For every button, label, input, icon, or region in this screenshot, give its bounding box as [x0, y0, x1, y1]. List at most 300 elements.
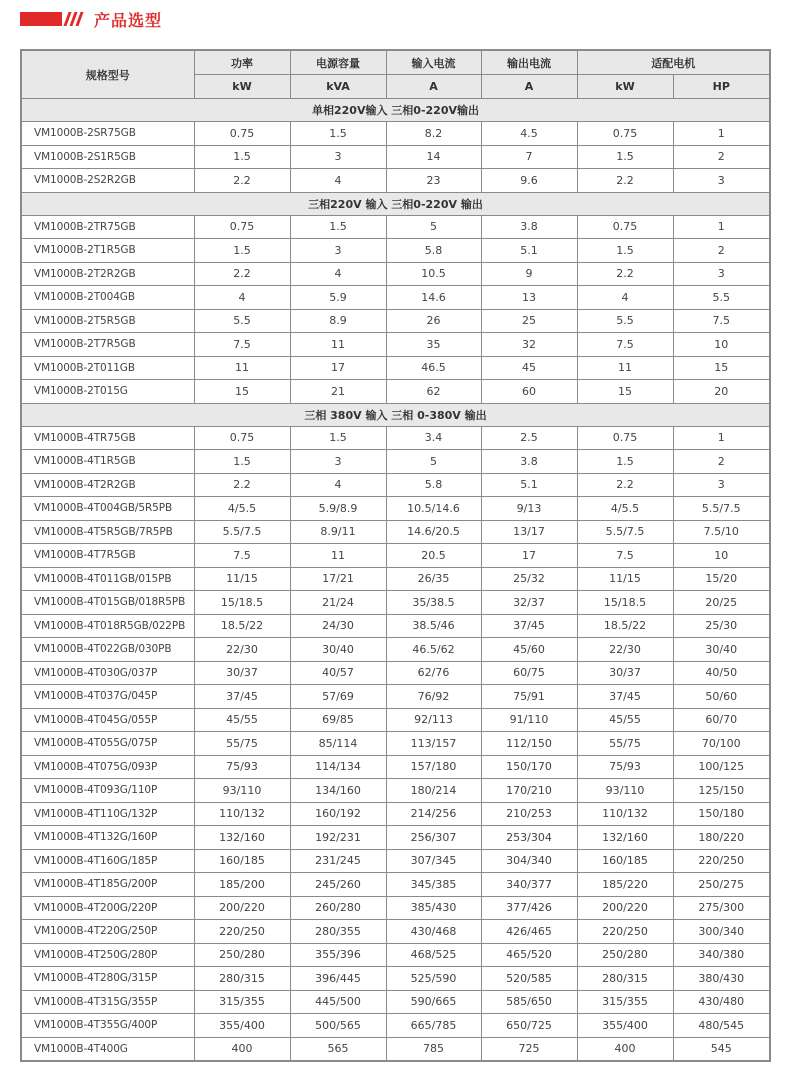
cell-motor-kw: 160/185 [577, 849, 673, 873]
cell-model: VM1000B-4T280G/315P [21, 967, 194, 991]
table-row [21, 638, 770, 662]
header-output-current-unit: A [481, 75, 577, 99]
cell-model: VM1000B-4T2R2GB [21, 473, 194, 497]
section-title-bar [20, 8, 162, 30]
cell-model: VM1000B-4T055G/075P [21, 732, 194, 756]
cell-power-kw: 15/18.5 [194, 591, 290, 615]
table-row [21, 333, 770, 357]
cell-output-current-a: 3.8 [481, 450, 577, 474]
cell-model: VM1000B-2T5R5GB [21, 309, 194, 333]
header-motor-kw-unit: kW [577, 75, 673, 99]
cell-power-kw: 37/45 [194, 685, 290, 709]
cell-power-kw: 7.5 [194, 544, 290, 568]
cell-output-current-a: 37/45 [481, 614, 577, 638]
cell-input-current-a: 26 [386, 309, 481, 333]
section-title: 三相 380V 输入 三相 0-380V 输出 [21, 403, 770, 426]
cell-output-current-a: 45/60 [481, 638, 577, 662]
cell-motor-hp: 15 [673, 356, 770, 380]
cell-model: VM1000B-4T250G/280P [21, 943, 194, 967]
cell-capacity-kva: 85/114 [290, 732, 386, 756]
cell-motor-kw: 110/132 [577, 802, 673, 826]
cell-model: VM1000B-4T022GB/030PB [21, 638, 194, 662]
cell-motor-hp: 545 [673, 1037, 770, 1061]
cell-motor-hp: 275/300 [673, 896, 770, 920]
cell-model: VM1000B-4T037G/045P [21, 685, 194, 709]
cell-capacity-kva: 160/192 [290, 802, 386, 826]
cell-model: VM1000B-2T004GB [21, 286, 194, 310]
cell-capacity-kva: 192/231 [290, 826, 386, 850]
cell-model: VM1000B-4T015GB/018R5PB [21, 591, 194, 615]
cell-power-kw: 93/110 [194, 779, 290, 803]
cell-output-current-a: 91/110 [481, 708, 577, 732]
cell-motor-hp: 20/25 [673, 591, 770, 615]
cell-motor-hp: 1 [673, 122, 770, 146]
cell-capacity-kva: 4 [290, 473, 386, 497]
cell-power-kw: 315/355 [194, 990, 290, 1014]
cell-capacity-kva: 11 [290, 333, 386, 357]
cell-capacity-kva: 17 [290, 356, 386, 380]
cell-power-kw: 7.5 [194, 333, 290, 357]
cell-model: VM1000B-4T045G/055P [21, 708, 194, 732]
cell-motor-kw: 75/93 [577, 755, 673, 779]
table-row [21, 356, 770, 380]
cell-power-kw: 15 [194, 380, 290, 404]
cell-model: VM1000B-2S2R2GB [21, 169, 194, 193]
cell-motor-kw: 250/280 [577, 943, 673, 967]
table-row [21, 426, 770, 450]
table-row [21, 943, 770, 967]
cell-motor-hp: 380/430 [673, 967, 770, 991]
cell-motor-kw: 355/400 [577, 1014, 673, 1038]
cell-motor-hp: 180/220 [673, 826, 770, 850]
cell-input-current-a: 10.5/14.6 [386, 497, 481, 521]
cell-input-current-a: 62 [386, 380, 481, 404]
cell-motor-kw: 1.5 [577, 239, 673, 263]
cell-input-current-a: 38.5/46 [386, 614, 481, 638]
cell-input-current-a: 20.5 [386, 544, 481, 568]
cell-model: VM1000B-2SR75GB [21, 122, 194, 146]
cell-output-current-a: 75/91 [481, 685, 577, 709]
cell-motor-kw: 1.5 [577, 450, 673, 474]
cell-capacity-kva: 134/160 [290, 779, 386, 803]
table-row [21, 286, 770, 310]
table-row [21, 967, 770, 991]
cell-output-current-a: 585/650 [481, 990, 577, 1014]
cell-output-current-a: 150/170 [481, 755, 577, 779]
cell-capacity-kva: 5.9 [290, 286, 386, 310]
cell-input-current-a: 35 [386, 333, 481, 357]
cell-input-current-a: 385/430 [386, 896, 481, 920]
cell-output-current-a: 520/585 [481, 967, 577, 991]
cell-capacity-kva: 500/565 [290, 1014, 386, 1038]
title-slashes-icon [66, 12, 86, 26]
cell-motor-hp: 25/30 [673, 614, 770, 638]
cell-input-current-a: 430/468 [386, 920, 481, 944]
cell-motor-hp: 2 [673, 145, 770, 169]
cell-output-current-a: 170/210 [481, 779, 577, 803]
cell-output-current-a: 426/465 [481, 920, 577, 944]
cell-motor-kw: 2.2 [577, 262, 673, 286]
cell-model: VM1000B-4T5R5GB/7R5PB [21, 520, 194, 544]
cell-capacity-kva: 21 [290, 380, 386, 404]
cell-motor-kw: 2.2 [577, 473, 673, 497]
cell-motor-hp: 100/125 [673, 755, 770, 779]
cell-output-current-a: 32 [481, 333, 577, 357]
cell-motor-kw: 45/55 [577, 708, 673, 732]
cell-model: VM1000B-2T015G [21, 380, 194, 404]
cell-capacity-kva: 4 [290, 262, 386, 286]
cell-capacity-kva: 40/57 [290, 661, 386, 685]
cell-motor-hp: 3 [673, 262, 770, 286]
table-row [21, 849, 770, 873]
cell-model: VM1000B-2T7R5GB [21, 333, 194, 357]
cell-input-current-a: 5 [386, 450, 481, 474]
table-row [21, 497, 770, 521]
cell-power-kw: 400 [194, 1037, 290, 1061]
table-row [21, 122, 770, 146]
cell-model: VM1000B-4T185G/200P [21, 873, 194, 897]
cell-motor-kw: 30/37 [577, 661, 673, 685]
cell-motor-kw: 132/160 [577, 826, 673, 850]
cell-output-current-a: 377/426 [481, 896, 577, 920]
cell-output-current-a: 465/520 [481, 943, 577, 967]
header-motor-hp-unit: HP [673, 75, 770, 99]
table-row [21, 755, 770, 779]
cell-input-current-a: 14.6 [386, 286, 481, 310]
cell-motor-hp: 3 [673, 473, 770, 497]
cell-capacity-kva: 245/260 [290, 873, 386, 897]
cell-model: VM1000B-4T018R5GB/022PB [21, 614, 194, 638]
cell-power-kw: 220/250 [194, 920, 290, 944]
cell-motor-kw: 4 [577, 286, 673, 310]
cell-motor-hp: 3 [673, 169, 770, 193]
cell-model: VM1000B-4T132G/160P [21, 826, 194, 850]
cell-capacity-kva: 445/500 [290, 990, 386, 1014]
cell-input-current-a: 14 [386, 145, 481, 169]
cell-capacity-kva: 1.5 [290, 215, 386, 239]
title-accent-bar-icon [20, 12, 62, 26]
cell-output-current-a: 60 [481, 380, 577, 404]
cell-motor-hp: 220/250 [673, 849, 770, 873]
cell-output-current-a: 9.6 [481, 169, 577, 193]
cell-power-kw: 0.75 [194, 426, 290, 450]
cell-input-current-a: 113/157 [386, 732, 481, 756]
cell-power-kw: 0.75 [194, 215, 290, 239]
table-row [21, 1014, 770, 1038]
cell-model: VM1000B-4T160G/185P [21, 849, 194, 873]
cell-input-current-a: 157/180 [386, 755, 481, 779]
cell-input-current-a: 76/92 [386, 685, 481, 709]
cell-output-current-a: 17 [481, 544, 577, 568]
table-row [21, 802, 770, 826]
header-capacity-unit: kVA [290, 75, 386, 99]
table-row [21, 380, 770, 404]
cell-output-current-a: 7 [481, 145, 577, 169]
cell-output-current-a: 9/13 [481, 497, 577, 521]
cell-motor-kw: 15 [577, 380, 673, 404]
cell-motor-hp: 40/50 [673, 661, 770, 685]
table-row [21, 520, 770, 544]
table-row [21, 309, 770, 333]
cell-input-current-a: 590/665 [386, 990, 481, 1014]
cell-output-current-a: 13/17 [481, 520, 577, 544]
cell-capacity-kva: 17/21 [290, 567, 386, 591]
cell-power-kw: 55/75 [194, 732, 290, 756]
cell-capacity-kva: 565 [290, 1037, 386, 1061]
header-power-unit: kW [194, 75, 290, 99]
cell-output-current-a: 725 [481, 1037, 577, 1061]
table-row [21, 169, 770, 193]
cell-motor-kw: 220/250 [577, 920, 673, 944]
cell-capacity-kva: 24/30 [290, 614, 386, 638]
cell-power-kw: 22/30 [194, 638, 290, 662]
cell-motor-hp: 7.5/10 [673, 520, 770, 544]
cell-model: VM1000B-2TR75GB [21, 215, 194, 239]
cell-power-kw: 11/15 [194, 567, 290, 591]
cell-input-current-a: 14.6/20.5 [386, 520, 481, 544]
table-row [21, 262, 770, 286]
cell-motor-kw: 11/15 [577, 567, 673, 591]
cell-model: VM1000B-4T220G/250P [21, 920, 194, 944]
section-row [21, 192, 770, 215]
cell-output-current-a: 650/725 [481, 1014, 577, 1038]
cell-motor-kw: 5.5 [577, 309, 673, 333]
cell-model: VM1000B-2S1R5GB [21, 145, 194, 169]
table-row [21, 1037, 770, 1061]
table-row [21, 145, 770, 169]
cell-capacity-kva: 30/40 [290, 638, 386, 662]
cell-output-current-a: 5.1 [481, 239, 577, 263]
header-input-current-unit: A [386, 75, 481, 99]
cell-motor-hp: 60/70 [673, 708, 770, 732]
header-input-current: 输入电流 [386, 50, 481, 75]
header-capacity: 电源容量 [290, 50, 386, 75]
table-row [21, 450, 770, 474]
cell-model: VM1000B-4T200G/220P [21, 896, 194, 920]
cell-power-kw: 2.2 [194, 169, 290, 193]
cell-input-current-a: 46.5/62 [386, 638, 481, 662]
cell-motor-hp: 340/380 [673, 943, 770, 967]
cell-capacity-kva: 1.5 [290, 122, 386, 146]
cell-model: VM1000B-4T075G/093P [21, 755, 194, 779]
cell-motor-kw: 55/75 [577, 732, 673, 756]
cell-model: VM1000B-4T093G/110P [21, 779, 194, 803]
cell-output-current-a: 5.1 [481, 473, 577, 497]
table-row [21, 215, 770, 239]
cell-power-kw: 355/400 [194, 1014, 290, 1038]
cell-motor-kw: 7.5 [577, 544, 673, 568]
cell-motor-kw: 200/220 [577, 896, 673, 920]
cell-motor-kw: 5.5/7.5 [577, 520, 673, 544]
cell-input-current-a: 345/385 [386, 873, 481, 897]
cell-motor-kw: 2.2 [577, 169, 673, 193]
cell-motor-hp: 15/20 [673, 567, 770, 591]
cell-power-kw: 185/200 [194, 873, 290, 897]
cell-capacity-kva: 5.9/8.9 [290, 497, 386, 521]
cell-capacity-kva: 8.9/11 [290, 520, 386, 544]
cell-power-kw: 18.5/22 [194, 614, 290, 638]
cell-model: VM1000B-4T004GB/5R5PB [21, 497, 194, 521]
cell-output-current-a: 9 [481, 262, 577, 286]
cell-motor-hp: 430/480 [673, 990, 770, 1014]
cell-output-current-a: 2.5 [481, 426, 577, 450]
cell-model: VM1000B-4T315G/355P [21, 990, 194, 1014]
cell-input-current-a: 8.2 [386, 122, 481, 146]
cell-motor-hp: 2 [673, 239, 770, 263]
cell-motor-kw: 185/220 [577, 873, 673, 897]
table-row [21, 826, 770, 850]
table-row [21, 239, 770, 263]
cell-power-kw: 11 [194, 356, 290, 380]
cell-model: VM1000B-4T1R5GB [21, 450, 194, 474]
cell-power-kw: 5.5 [194, 309, 290, 333]
cell-capacity-kva: 57/69 [290, 685, 386, 709]
cell-model: VM1000B-4T400G [21, 1037, 194, 1061]
cell-power-kw: 1.5 [194, 145, 290, 169]
cell-output-current-a: 60/75 [481, 661, 577, 685]
cell-capacity-kva: 114/134 [290, 755, 386, 779]
cell-power-kw: 2.2 [194, 262, 290, 286]
table-row [21, 732, 770, 756]
cell-motor-hp: 5.5/7.5 [673, 497, 770, 521]
section-title: 三相220V 输入 三相0-220V 输出 [21, 192, 770, 215]
cell-model: VM1000B-4T7R5GB [21, 544, 194, 568]
cell-motor-hp: 1 [673, 215, 770, 239]
cell-motor-kw: 1.5 [577, 145, 673, 169]
table-row [21, 567, 770, 591]
cell-model: VM1000B-4T355G/400P [21, 1014, 194, 1038]
table-row [21, 544, 770, 568]
cell-power-kw: 1.5 [194, 239, 290, 263]
section-title: 单相220V输入 三相0-220V输出 [21, 99, 770, 122]
cell-motor-kw: 315/355 [577, 990, 673, 1014]
cell-motor-kw: 22/30 [577, 638, 673, 662]
cell-input-current-a: 5.8 [386, 239, 481, 263]
header-motor: 适配电机 [577, 50, 770, 75]
cell-motor-hp: 10 [673, 333, 770, 357]
cell-capacity-kva: 3 [290, 450, 386, 474]
cell-motor-kw: 7.5 [577, 333, 673, 357]
cell-input-current-a: 525/590 [386, 967, 481, 991]
header-model: 规格型号 [21, 50, 194, 99]
cell-output-current-a: 253/304 [481, 826, 577, 850]
cell-motor-kw: 0.75 [577, 215, 673, 239]
cell-power-kw: 1.5 [194, 450, 290, 474]
cell-output-current-a: 45 [481, 356, 577, 380]
cell-motor-kw: 0.75 [577, 122, 673, 146]
cell-input-current-a: 35/38.5 [386, 591, 481, 615]
cell-motor-hp: 300/340 [673, 920, 770, 944]
page-title: 产品选型 [94, 10, 163, 30]
cell-output-current-a: 25 [481, 309, 577, 333]
cell-capacity-kva: 1.5 [290, 426, 386, 450]
cell-input-current-a: 785 [386, 1037, 481, 1061]
cell-output-current-a: 32/37 [481, 591, 577, 615]
cell-power-kw: 2.2 [194, 473, 290, 497]
table-row [21, 990, 770, 1014]
cell-capacity-kva: 3 [290, 239, 386, 263]
table-row [21, 685, 770, 709]
cell-output-current-a: 4.5 [481, 122, 577, 146]
table-row [21, 614, 770, 638]
cell-model: VM1000B-4T011GB/015PB [21, 567, 194, 591]
cell-output-current-a: 340/377 [481, 873, 577, 897]
cell-capacity-kva: 355/396 [290, 943, 386, 967]
cell-power-kw: 4 [194, 286, 290, 310]
cell-model: VM1000B-2T011GB [21, 356, 194, 380]
cell-motor-hp: 150/180 [673, 802, 770, 826]
section-row [21, 99, 770, 122]
cell-motor-hp: 1 [673, 426, 770, 450]
cell-capacity-kva: 396/445 [290, 967, 386, 991]
cell-motor-hp: 2 [673, 450, 770, 474]
cell-input-current-a: 468/525 [386, 943, 481, 967]
cell-motor-kw: 11 [577, 356, 673, 380]
cell-input-current-a: 10.5 [386, 262, 481, 286]
cell-motor-kw: 280/315 [577, 967, 673, 991]
cell-model: VM1000B-2T1R5GB [21, 239, 194, 263]
cell-power-kw: 4/5.5 [194, 497, 290, 521]
cell-capacity-kva: 4 [290, 169, 386, 193]
cell-motor-hp: 50/60 [673, 685, 770, 709]
cell-power-kw: 200/220 [194, 896, 290, 920]
cell-output-current-a: 304/340 [481, 849, 577, 873]
cell-capacity-kva: 21/24 [290, 591, 386, 615]
cell-motor-hp: 5.5 [673, 286, 770, 310]
cell-capacity-kva: 231/245 [290, 849, 386, 873]
cell-motor-kw: 37/45 [577, 685, 673, 709]
cell-power-kw: 160/185 [194, 849, 290, 873]
cell-motor-hp: 30/40 [673, 638, 770, 662]
cell-capacity-kva: 3 [290, 145, 386, 169]
cell-power-kw: 75/93 [194, 755, 290, 779]
cell-output-current-a: 3.8 [481, 215, 577, 239]
table-row [21, 896, 770, 920]
cell-capacity-kva: 8.9 [290, 309, 386, 333]
cell-capacity-kva: 11 [290, 544, 386, 568]
table-row [21, 873, 770, 897]
table-body [21, 99, 770, 1062]
table-row [21, 920, 770, 944]
product-selection-table [20, 49, 771, 1062]
cell-power-kw: 0.75 [194, 122, 290, 146]
cell-output-current-a: 210/253 [481, 802, 577, 826]
header-output-current: 输出电流 [481, 50, 577, 75]
cell-motor-kw: 15/18.5 [577, 591, 673, 615]
cell-model: VM1000B-4TR75GB [21, 426, 194, 450]
cell-model: VM1000B-4T110G/132P [21, 802, 194, 826]
cell-input-current-a: 46.5 [386, 356, 481, 380]
section-row [21, 403, 770, 426]
cell-model: VM1000B-4T030G/037P [21, 661, 194, 685]
cell-input-current-a: 92/113 [386, 708, 481, 732]
cell-power-kw: 250/280 [194, 943, 290, 967]
cell-power-kw: 45/55 [194, 708, 290, 732]
cell-input-current-a: 5 [386, 215, 481, 239]
cell-input-current-a: 665/785 [386, 1014, 481, 1038]
cell-motor-hp: 125/150 [673, 779, 770, 803]
cell-power-kw: 30/37 [194, 661, 290, 685]
cell-input-current-a: 23 [386, 169, 481, 193]
cell-motor-kw: 18.5/22 [577, 614, 673, 638]
table-row [21, 779, 770, 803]
cell-motor-hp: 7.5 [673, 309, 770, 333]
cell-input-current-a: 307/345 [386, 849, 481, 873]
cell-motor-hp: 480/545 [673, 1014, 770, 1038]
cell-output-current-a: 25/32 [481, 567, 577, 591]
cell-motor-hp: 10 [673, 544, 770, 568]
cell-input-current-a: 214/256 [386, 802, 481, 826]
